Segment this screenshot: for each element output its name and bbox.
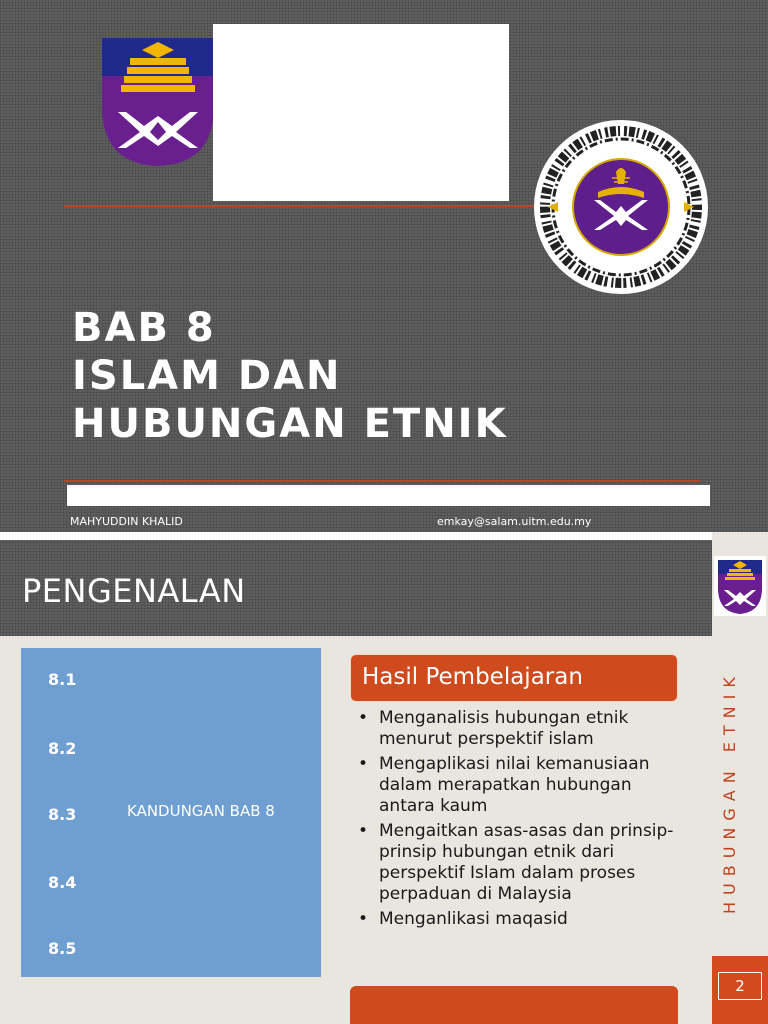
slide-header <box>0 540 712 636</box>
bullet-icon: • <box>358 708 369 728</box>
author-name: MAHYUDDIN KHALID <box>70 515 183 528</box>
divider-line <box>64 205 534 207</box>
uitm-shield-logo <box>714 556 766 616</box>
list-item: • Mengaplikasi nilai kemanusiaan dalam merapatkan hubungan antara kaum <box>358 754 650 816</box>
author-email: emkay@salam.uitm.edu.my <box>437 515 592 528</box>
title-line-3: HUBUNGAN ETNIK <box>72 401 508 447</box>
title-line-1: BAB 8 <box>72 305 216 351</box>
bullet-icon: • <box>358 821 369 841</box>
contents-number: 8.5 <box>48 939 77 958</box>
slide-title: PENGENALAN <box>22 572 246 610</box>
list-item: • Mengaitkan asas-asas dan prinsip-prinsip hubungan etnik dari perspektif Islam dalam proses perpaduan di Malaysia <box>358 821 674 904</box>
bullet-icon: • <box>358 754 369 774</box>
title-line-2: ISLAM DAN <box>72 353 342 399</box>
contents-number: 8.4 <box>48 873 77 892</box>
outcomes-title: Hasil Pembelajaran <box>362 664 583 690</box>
divider-line <box>64 480 700 482</box>
section-label: HUBUNGAN ETNIK <box>720 670 739 914</box>
contents-number: 8.2 <box>48 739 77 758</box>
outcomes-header <box>350 654 678 702</box>
uitm-shield-logo <box>100 36 216 168</box>
contents-number: 8.3 <box>48 805 77 824</box>
slide-title <box>72 304 692 448</box>
list-item: • Menganalisis hubungan etnik menurut perspektif islam <box>358 708 629 749</box>
list-item: • Menganlikasi maqasid <box>358 909 568 929</box>
page-number: 2 <box>718 972 762 1000</box>
uitm-calligraphy-seal <box>534 120 708 294</box>
contents-number: 8.1 <box>48 670 77 689</box>
bullet-icon: • <box>358 909 369 929</box>
outcomes-list <box>358 708 680 984</box>
outcomes-footer-box <box>350 986 678 1024</box>
contents-label: KANDUNGAN BAB 8 <box>127 802 275 820</box>
intro-slide <box>0 532 768 1024</box>
subtitle-bar <box>67 485 710 506</box>
title-image-placeholder <box>213 24 509 201</box>
